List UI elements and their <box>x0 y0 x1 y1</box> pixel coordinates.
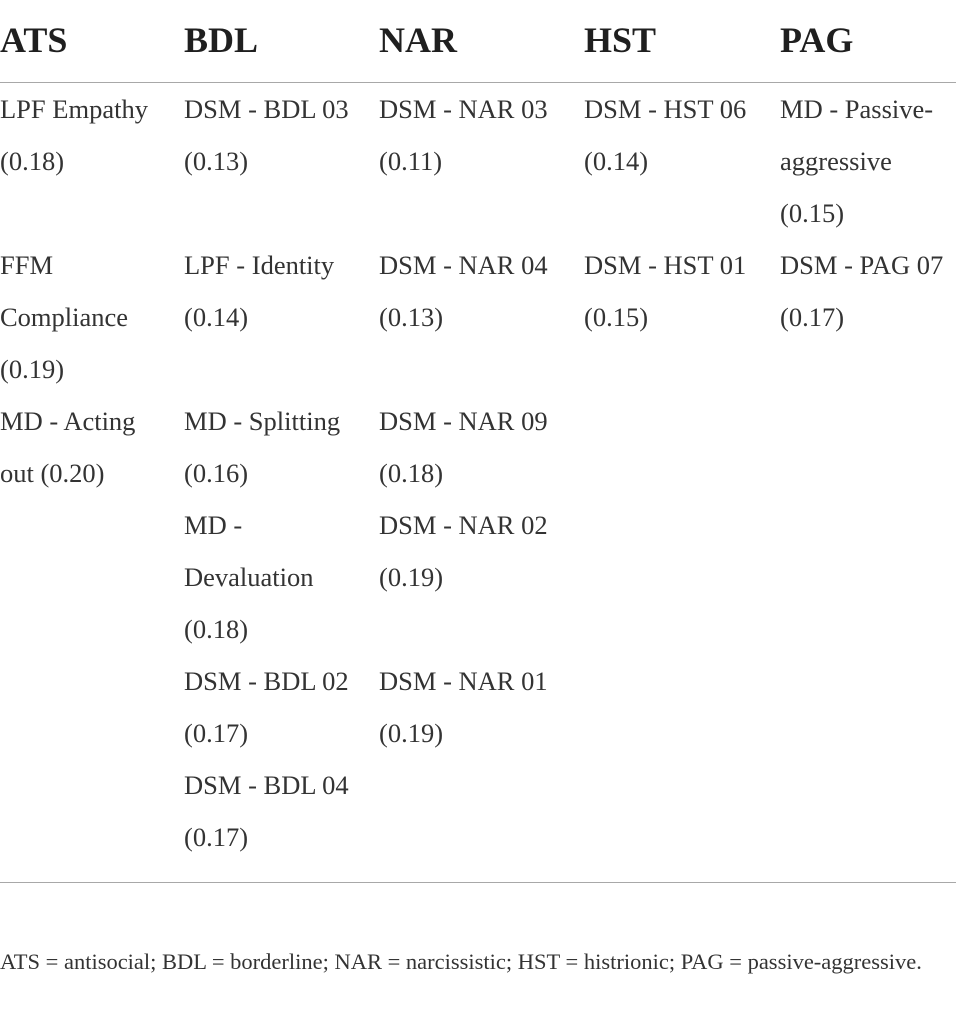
table-cell: MD - Devaluation (0.18) <box>184 510 314 644</box>
table-cell: DSM - NAR 01 (0.19) <box>379 666 548 748</box>
column-header-nar: NAR <box>379 20 457 60</box>
table-header-row <box>0 0 956 83</box>
table-cell: MD - Passive-aggressive (0.15) <box>780 94 934 228</box>
table-cell: DSM - NAR 04 (0.13) <box>379 250 548 332</box>
table-cell: DSM - PAG 07 (0.17) <box>780 250 944 332</box>
column-header-pag: PAG <box>780 20 854 60</box>
table-cell: FFM Compliance (0.19) <box>0 250 129 384</box>
table-cell: DSM - BDL 03 (0.13) <box>184 94 349 176</box>
table-cell: DSM - NAR 09 (0.18) <box>379 406 548 488</box>
table-cell: LPF - Identity (0.14) <box>184 250 335 332</box>
table-cell: MD - Acting out (0.20) <box>0 406 136 488</box>
table-cell: MD - Splitting (0.16) <box>184 406 341 488</box>
table-cell: DSM - NAR 02 (0.19) <box>379 510 548 592</box>
table-footnote: ATS = antisocial; BDL = borderline; NAR = narcissistic; HST = histrionic; PAG = passive-aggressive. <box>0 949 922 974</box>
column-header-hst: HST <box>584 20 657 60</box>
table-cell: DSM - HST 06 (0.14) <box>584 94 747 176</box>
table-cell: DSM - HST 01 (0.15) <box>584 250 747 332</box>
column-header-ats: ATS <box>0 20 68 60</box>
table-cell: DSM - BDL 04 (0.17) <box>184 770 349 852</box>
table-body <box>0 83 956 883</box>
table-cell: DSM - BDL 02 (0.17) <box>184 666 349 748</box>
table-cell: LPF Empathy (0.18) <box>0 94 148 176</box>
table-cell: DSM - NAR 03 (0.11) <box>379 94 548 176</box>
column-header-bdl: BDL <box>184 20 259 60</box>
